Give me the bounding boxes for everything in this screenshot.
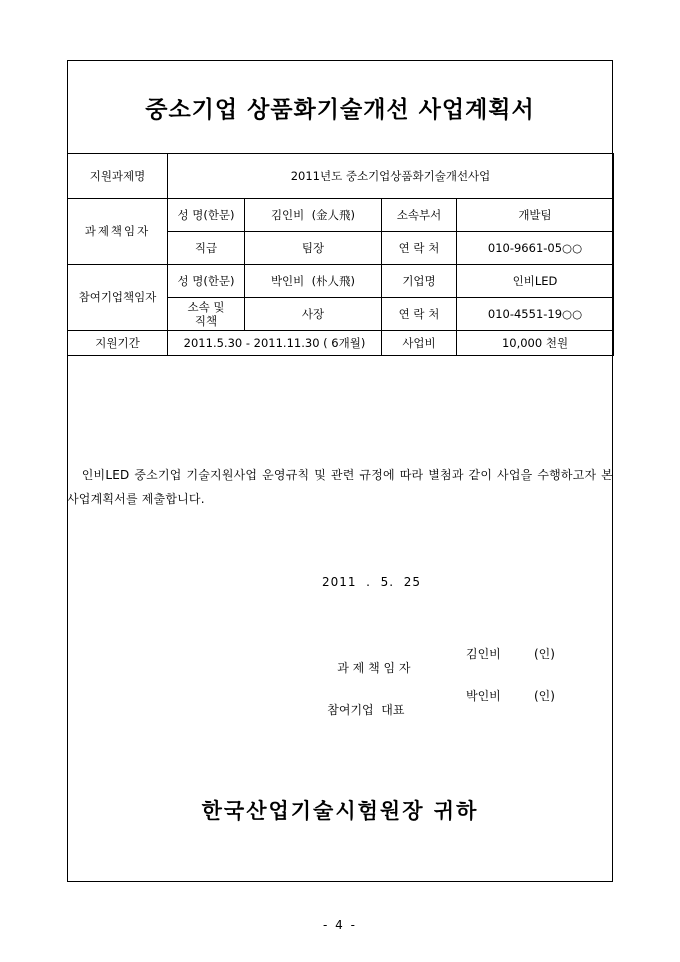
leader-contact-value: 010-9661-05○○ (457, 232, 614, 265)
company-label: 기업명 (382, 265, 457, 298)
body-text: 인비LED 중소기업 기술지원사업 운영규칙 및 관련 규정에 따라 별첨과 같이 사업을 수행하고자 본 사업계획서를 제출합니다. (67, 468, 613, 506)
leader-name-label: 성 명(한문) (168, 199, 245, 232)
page-number: - 4 - (323, 918, 357, 932)
leader-label: 과제책임자 (68, 199, 168, 265)
table-row (68, 265, 614, 298)
table-row (68, 154, 614, 199)
project-name-value: 2011년도 중소기업상품화기술개선사업 (168, 154, 614, 199)
dept-value: 개발팀 (457, 199, 614, 232)
document-title: 중소기업 상품화기술개선 사업계획서 (145, 96, 535, 123)
cost-label: 사업비 (382, 331, 457, 356)
leader-contact-label: 연 락 처 (382, 232, 457, 265)
body-paragraph (67, 463, 613, 511)
closing-addressee: 한국산업기술시험원장 귀하 (201, 798, 479, 823)
leader-position-value: 팀장 (245, 232, 382, 265)
rep-signature-name: 박인비 (466, 689, 501, 703)
table-row (68, 199, 614, 232)
participant-name-value: 박인비 (朴人飛) (245, 265, 382, 298)
company-value: 인비LED (457, 265, 614, 298)
leader-signature-name: 김인비 (466, 647, 501, 661)
info-table (67, 153, 614, 356)
rep-signature-row (312, 687, 404, 732)
participant-position-value: 사장 (245, 298, 382, 331)
period-label: 지원기간 (68, 331, 168, 356)
rep-signature-label: 참여기업 대표 (327, 703, 405, 717)
submission-date: 2011 . 5. 25 (322, 575, 421, 589)
cost-value: 10,000 천원 (457, 331, 614, 356)
dept-label: 소속부서 (382, 199, 457, 232)
leader-signature-row (322, 645, 410, 690)
participant-name-label: 성 명(한문) (168, 265, 245, 298)
rep-seal: (인) (534, 689, 555, 703)
participant-contact-value: 010-4551-19○○ (457, 298, 614, 331)
leader-name-value: 김인비 (金人飛) (245, 199, 382, 232)
participant-label: 참여기업책임자 (68, 265, 168, 331)
document-frame (67, 60, 613, 882)
participant-position-label: 소속 및 직책 (168, 298, 245, 331)
project-name-label: 지원과제명 (68, 154, 168, 199)
leader-signature-label: 과 제 책 임 자 (337, 661, 411, 675)
participant-contact-label: 연 락 처 (382, 298, 457, 331)
table-row (68, 331, 614, 356)
leader-position-label: 직급 (168, 232, 245, 265)
period-value: 2011.5.30 - 2011.11.30 ( 6개월) (168, 331, 382, 356)
leader-seal: (인) (534, 647, 555, 661)
